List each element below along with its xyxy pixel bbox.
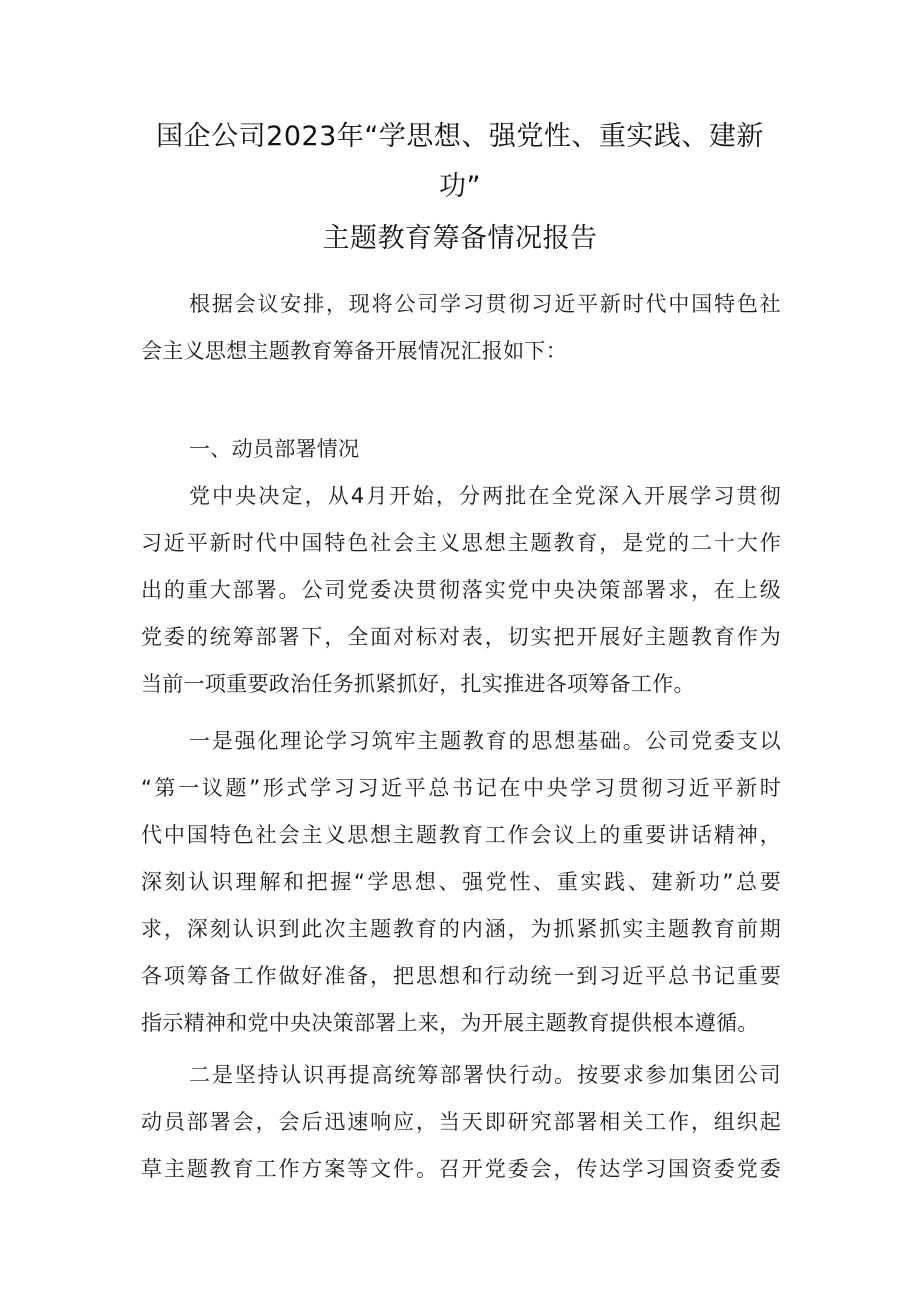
paragraph-line: “第一议题”形式学习习近平总书记在中央学习贯彻习近平新时 <box>141 776 781 800</box>
paragraph-line: 深刻认识理解和把握“学思想、强党性、重实践、建新功”总要 <box>141 870 781 894</box>
paragraph-line: 指示精神和党中央决策部署上来，为开展主题教育提供根本遵循。 <box>141 1011 759 1035</box>
paragraph-line: 党委的统筹部署下，全面对标对表，切实把开展好主题教育作为 <box>141 625 781 649</box>
paragraph-line: 草主题教育工作方案等文件。召开党委会，传达学习国资委党委 <box>141 1157 781 1181</box>
paragraph-line: 当前一项重要政治任务抓紧抓好，扎实推进各项筹备工作。 <box>141 672 695 696</box>
paragraph-line: 一是强化理论学习筑牢主题教育的思想基础。公司党委支以 <box>189 729 781 753</box>
paragraph-line: 各项筹备工作做好准备，把思想和行动统一到习近平总书记重要 <box>141 964 781 988</box>
paragraph-3 <box>141 1052 781 1193</box>
paragraph-line: 二是坚持认识再提高统筹部署快行动。按要求参加集团公司 <box>189 1063 781 1087</box>
paragraph-line: 求，深刻认识到此次主题教育的内涵，为抓紧抓实主题教育前期 <box>141 917 781 941</box>
document-title-line-3: 主题教育筹备情况报告 <box>322 223 598 254</box>
paragraph-2 <box>141 718 781 1047</box>
paragraph-1 <box>141 473 781 708</box>
paragraph-line: 出的重大部署。公司党委决贯彻落实党中央决策部署求，在上级 <box>141 578 781 602</box>
paragraph-line: 动员部署会，会后迅速响应，当天即研究部署相关工作，组织起 <box>141 1110 781 1134</box>
intro-paragraph <box>141 281 781 375</box>
document-title-line-1: 国企公司2023年“学思想、强党性、重实践、建新 <box>156 121 764 152</box>
paragraph-line: 代中国特色社会主义思想主题教育工作会议上的重要讲话精神， <box>141 823 781 847</box>
paragraph-line: 党中央决定，从4月开始，分两批在全党深入开展学习贯彻 <box>189 484 781 508</box>
section-1-heading: 一、动员部署情况 <box>189 437 360 461</box>
section-heading <box>141 426 781 473</box>
intro-line: 根据会议安排，现将公司学习贯彻习近平新时代中国特色社 <box>189 292 781 316</box>
document-title-line-2: 功” <box>439 171 481 202</box>
paragraph-line: 习近平新时代中国特色社会主义思想主题教育，是党的二十大作 <box>141 531 781 555</box>
intro-line: 会主义思想主题教育筹备开展情况汇报如下： <box>141 339 567 363</box>
